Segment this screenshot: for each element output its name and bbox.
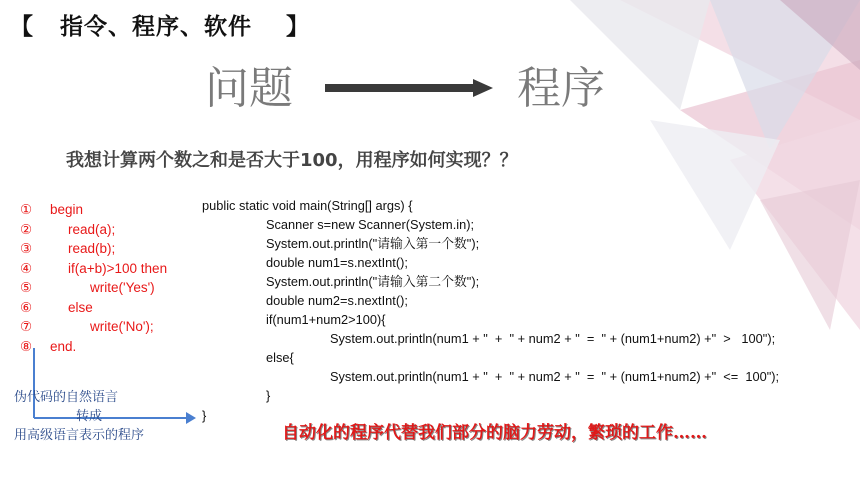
pseudocode-text: read(a); <box>68 221 116 237</box>
code-line: else{ <box>266 350 294 365</box>
pseudocode-text: read(b); <box>68 241 116 256</box>
code-line: double num1=s.nextInt(); <box>266 255 408 270</box>
line-number: ③ <box>19 241 33 256</box>
pseudocode-text: write('Yes') <box>90 280 155 295</box>
code-line: if(num1+num2>100){ <box>266 312 386 327</box>
pseudocode-text: begin <box>50 202 84 217</box>
title-bracket-open: 【 <box>10 13 34 40</box>
annotation-convert: 转成 <box>76 409 103 424</box>
annotation-program: 用高级语言表示的程序 <box>14 428 145 443</box>
code-line: System.out.println("请输入第一个数"); <box>266 236 480 251</box>
code-line: double num2=s.nextInt(); <box>266 293 408 308</box>
slide-title <box>10 8 310 41</box>
title-bracket-close: 】 <box>286 13 310 40</box>
pseudocode-text: else <box>68 299 93 315</box>
line-number: ⑦ <box>19 319 33 334</box>
line-number: ② <box>19 221 33 237</box>
title-text: 指令、程序、软件 <box>60 13 252 40</box>
code-line: } <box>266 388 271 403</box>
pseudocode-text: write('No'); <box>90 319 154 334</box>
bottom-note: 自动化的程序代替我们部分的脑力劳动，繁琐的工作…… <box>282 423 707 443</box>
hero-problem-to-program <box>205 62 625 116</box>
code-line: public static void main(String[] args) { <box>202 198 413 213</box>
line-number: ⑧ <box>19 338 33 354</box>
pseudocode-text: if(a+b)>100 then <box>68 260 168 276</box>
hero-left-word: 问题 <box>205 63 293 114</box>
line-number: ⑥ <box>19 299 33 315</box>
right-arrow-icon <box>323 78 495 98</box>
code-line: System.out.println(num1 + " + " + num2 + " = " + (num1+num2) +" > 100"); <box>330 331 776 346</box>
hero-right-word: 程序 <box>517 63 605 114</box>
line-number: ⑤ <box>19 280 33 295</box>
code-line: System.out.println("请输入第二个数"); <box>266 274 480 289</box>
code-line: Scanner s=new Scanner(System.in); <box>266 217 475 232</box>
pseudocode-text: end. <box>50 338 77 354</box>
line-number: ④ <box>19 260 33 276</box>
decorative-polygons <box>530 0 860 330</box>
code-line: System.out.println(num1 + " + " + num2 + " = " + (num1+num2) +" <= 100"); <box>330 369 780 384</box>
question-text: 我想计算两个数之和是否大于100，用程序如何实现？？ <box>66 150 518 171</box>
annotation-pseudocode: 伪代码的自然语言 <box>14 390 119 405</box>
line-number: ① <box>19 202 33 217</box>
code-line: } <box>202 408 207 423</box>
